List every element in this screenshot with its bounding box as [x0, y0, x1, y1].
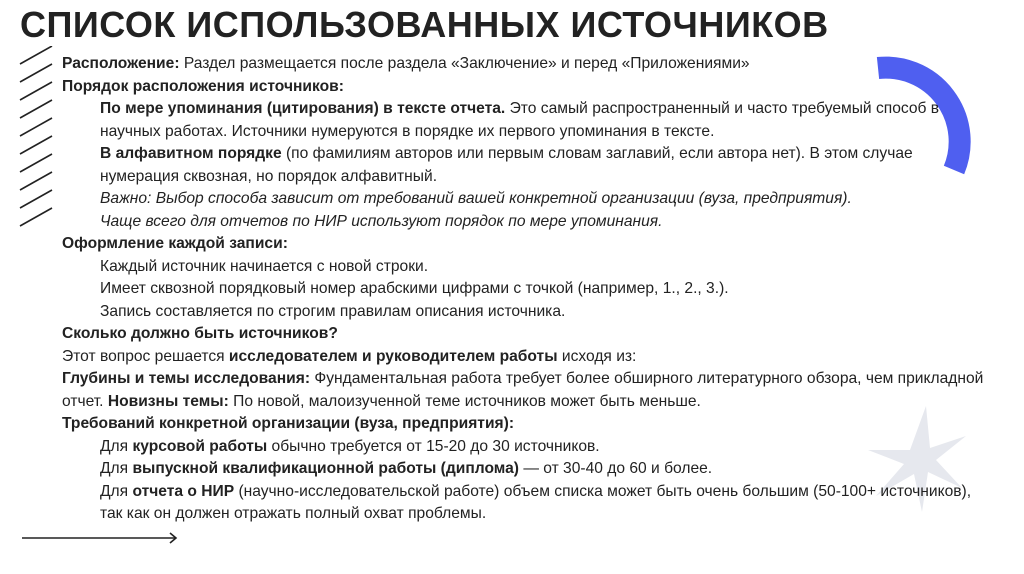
format-item-1: Каждый источник начинается с новой строки. [100, 257, 429, 275]
arrow-icon [22, 532, 182, 544]
count-intro: Этот вопрос решается исследователем и руководителем работы исходя из: [62, 347, 637, 365]
req-thesis: Для выпускной квалификационной работы (диплома) — от 30-40 до 60 и более. [100, 460, 713, 477]
req-coursework: Для курсовой работы обычно требуется от 15-20 до 30 источников. [100, 437, 600, 455]
order-by-mention: По мере упоминания (цитирования) в тексте отчета. Это самый распространенный и часто требуемый способ в научных работах. Источники нумеруются в порядке их первого упоминания в тексте. [100, 100, 940, 140]
page-title: СПИСОК ИСПОЛЬЗОВАННЫХ ИСТОЧНИКОВ [20, 4, 829, 45]
format-heading: Оформление каждой записи: [62, 235, 288, 252]
order-heading: Порядок расположения источников: [62, 77, 344, 95]
hatch-decoration [18, 46, 58, 236]
content-body [62, 53, 992, 526]
count-heading: Сколько должно быть источников? [62, 325, 338, 342]
important-note: Важно: Выбор способа зависит от требований вашей конкретной организации (вуза, предприятия). [100, 190, 852, 207]
req-research-report: Для отчета о НИР (научно-исследовательской работе) объем списка может быть очень большим (50-100+ источников), так как он должен отражать полный охват проблемы. [100, 482, 972, 522]
format-item-3: Запись составляется по строгим правилам описания источника. [100, 302, 566, 320]
format-item-2: Имеет сквозной порядковый номер арабскими цифрами с точкой (например, 1., 2., 3.). [100, 280, 729, 297]
requirements-heading: Требований конкретной организации (вуза, предприятия): [62, 415, 515, 432]
order-alphabetical: В алфавитном порядке (по фамилиям авторов или первым словам заглавий, если автора нет). В этом случае нумерация сквозная, но порядок алфавитный. [100, 145, 913, 185]
depth-paragraph: Глубины и темы исследования: Фундаментальная работа требует более обширного литературного обзора, чем прикладной отчет. Новизны темы: По новой, малоизученной теме источников может быть меньше. [62, 370, 984, 410]
usual-note: Чаще всего для отчетов по НИР используют порядок по мере упоминания. [100, 212, 663, 230]
location-line: Расположение: Раздел размещается после раздела «Заключение» и перед «Приложениями» [62, 55, 750, 72]
